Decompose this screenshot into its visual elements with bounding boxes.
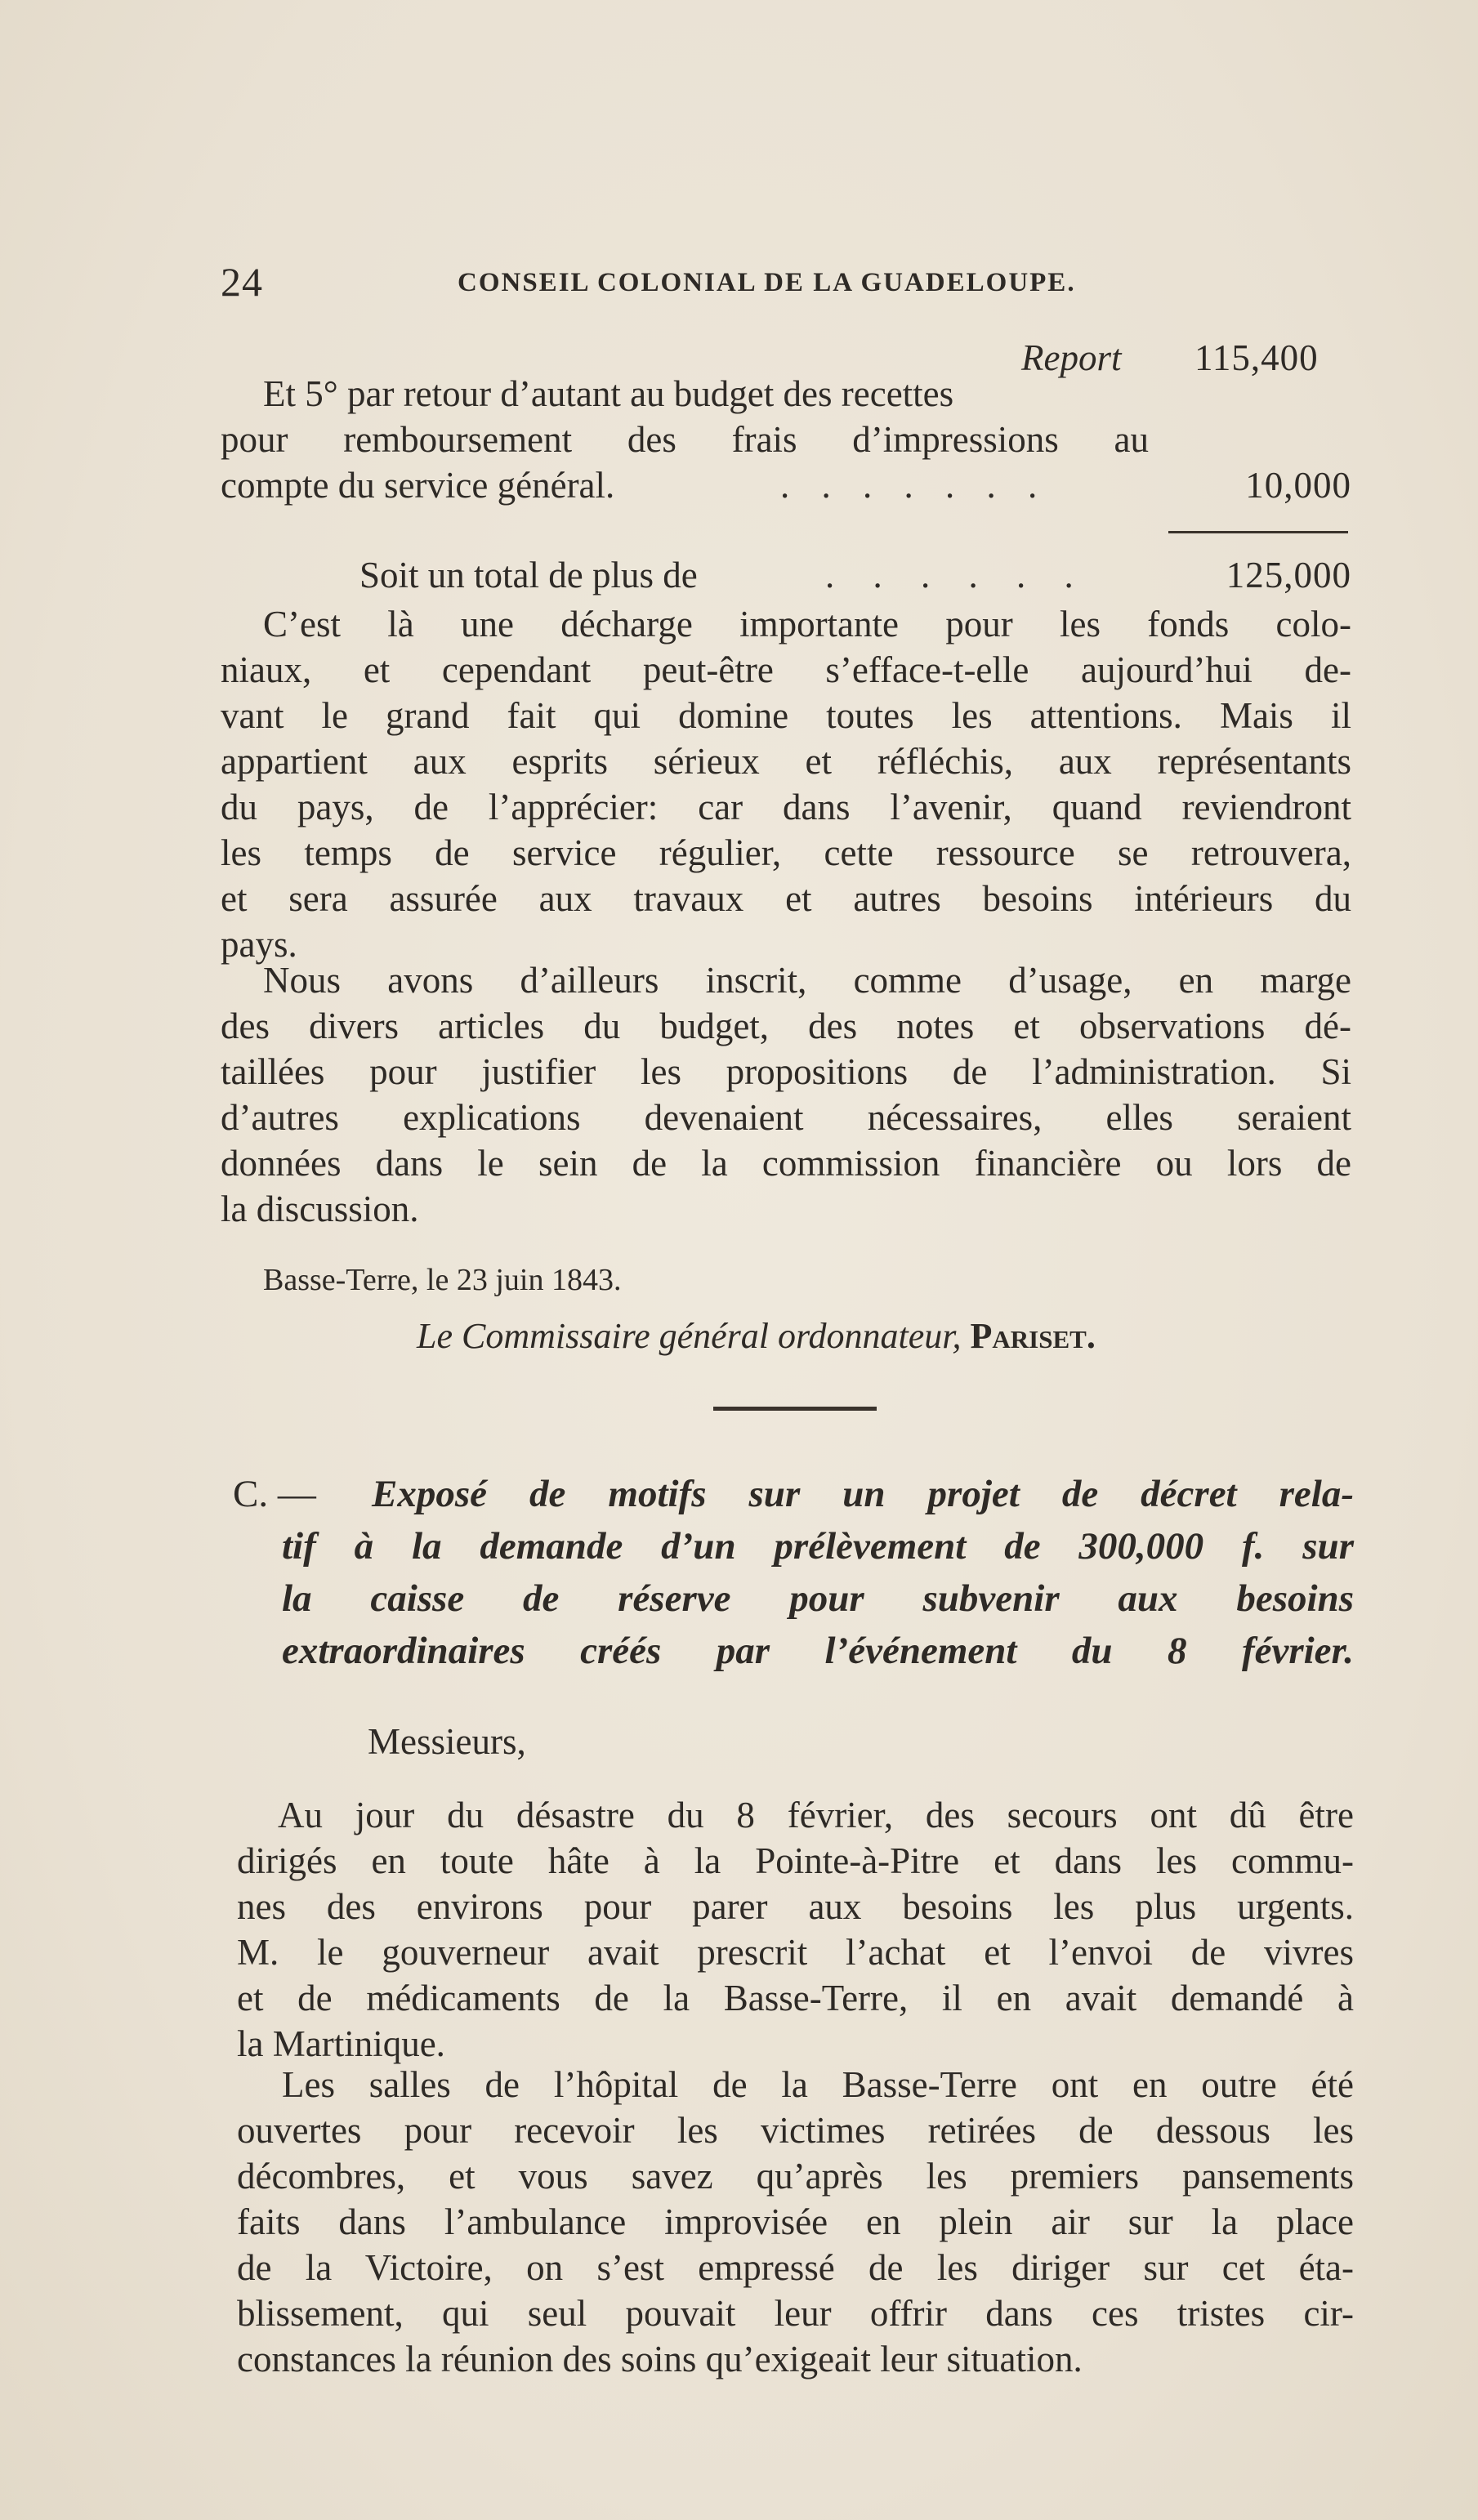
para-line: faits dans l’ambulance improvisée en plein air sur la place: [237, 2201, 1354, 2242]
section-title-line: tif à la demande d’un prélèvement de 300,000 f. sur: [282, 1525, 1354, 1568]
para-line: pays.: [221, 924, 297, 965]
para-line: les temps de service régulier, cette ressource se retrouvera,: [221, 832, 1351, 873]
para-line: appartient aux esprits sérieux et réfléchis, aux représentants: [221, 741, 1351, 782]
total-label: Soit un total de plus de: [359, 555, 698, 595]
place-date: Basse-Terre, le 23 juin 1843.: [263, 1263, 622, 1297]
para-line: de la Victoire, on s’est empressé de les diriger sur cet éta-: [237, 2247, 1354, 2288]
para-line: données dans le sein de la commission financière ou lors de: [221, 1143, 1351, 1184]
para-line: M. le gouverneur avait prescrit l’achat et l’envoi de vivres: [237, 1932, 1354, 1973]
leader-dots: . . . . . .: [825, 555, 1088, 595]
para-line: la discussion.: [221, 1189, 419, 1229]
para-line: du pays, de l’apprécier: car dans l’avenir, quand reviendront: [221, 787, 1351, 827]
para-line: et sera assurée aux travaux et autres besoins intérieurs du: [221, 878, 1351, 919]
running-title: CONSEIL COLONIAL DE LA GUADELOUPE.: [458, 268, 1076, 297]
section-title-line: la caisse de réserve pour subvenir aux besoins: [282, 1577, 1354, 1620]
signer-role: Le Commissaire général ordonnateur,: [417, 1316, 962, 1356]
para-line: d’autres explications devenaient nécessaires, elles seraient: [221, 1097, 1351, 1138]
para-line: la Martinique.: [237, 2023, 445, 2064]
item5-line: compte du service général.: [221, 465, 615, 506]
para-line: nes des environs pour parer aux besoins les plus urgents.: [237, 1886, 1354, 1927]
para-line: constances la réunion des soins qu’exigeait leur situation.: [237, 2339, 1083, 2380]
para-line: blissement, qui seul pouvait leur offrir dans ces tristes cir-: [237, 2293, 1354, 2334]
item5-value: 10,000: [1245, 465, 1351, 506]
report-value: 115,400: [1194, 337, 1319, 378]
section-title-line: extraordinaires créés par l’événement du 8 février.: [282, 1630, 1354, 1672]
total-value: 125,000: [1226, 555, 1351, 595]
section-title-line: Exposé de motifs sur un projet de décret rela-: [372, 1473, 1354, 1515]
leader-dots: . . . . . . .: [780, 465, 1049, 506]
salutation: Messieurs,: [368, 1721, 526, 1762]
signer-name: Pariset.: [970, 1316, 1096, 1356]
para-line: des divers articles du budget, des notes et observations dé-: [221, 1006, 1351, 1046]
item5-line: pour remboursement des frais d’impressions au: [221, 419, 1149, 460]
report-label: Report: [1021, 337, 1122, 378]
sum-rule: [1168, 531, 1348, 533]
para-line: taillées pour justifier les propositions de l’administration. Si: [221, 1051, 1351, 1092]
para-line: dirigés en toute hâte à la Pointe-à-Pitre et dans les commu-: [237, 1840, 1354, 1881]
signature-line: [417, 1315, 1096, 1357]
para-line: décombres, et vous savez qu’après les premiers pansements: [237, 2156, 1354, 2197]
item5-line: Et 5° par retour d’autant au budget des recettes: [263, 373, 954, 414]
para-line: Au jour du désastre du 8 février, des secours ont dû être: [278, 1795, 1354, 1835]
para-line: et de médicaments de la Basse-Terre, il en avait demandé à: [237, 1978, 1354, 2018]
para-line: vant le grand fait qui domine toutes les attentions. Mais il: [221, 695, 1351, 736]
section-letter: C. —: [233, 1473, 316, 1515]
para-line: niaux, et cependant peut-être s’efface-t-elle aujourd’hui de-: [221, 649, 1351, 690]
para-line: C’est là une décharge importante pour les fonds colo-: [263, 604, 1351, 644]
para-line: Nous avons d’ailleurs inscrit, comme d’usage, en marge: [263, 960, 1351, 1001]
para-line: Les salles de l’hôpital de la Basse-Terre ont en outre été: [282, 2064, 1354, 2105]
section-divider: [713, 1407, 877, 1411]
para-line: ouvertes pour recevoir les victimes retirées de dessous les: [237, 2110, 1354, 2151]
page-number: 24: [221, 259, 263, 305]
